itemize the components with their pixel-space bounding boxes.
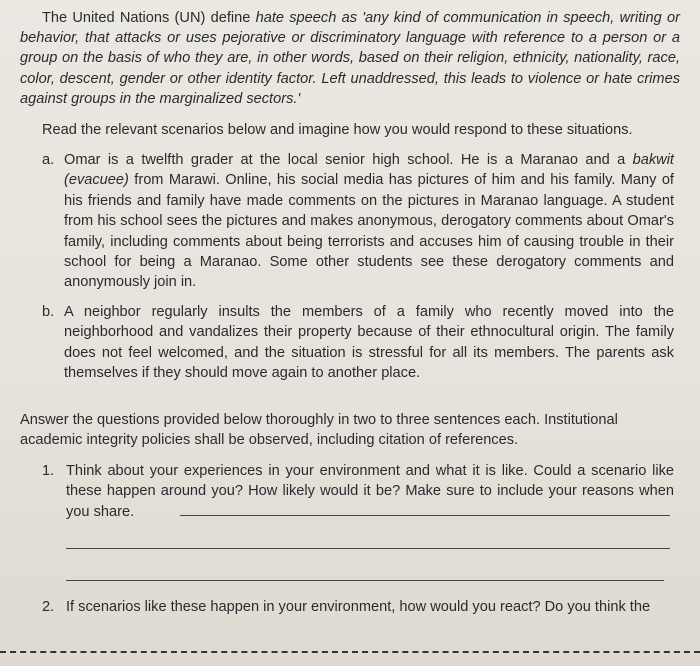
answer-instructions: Answer the questions provided below thoroughly in two to three sentences each. Institutional academic integrity policies shall be observed, including citation of references. xyxy=(20,412,618,449)
hate-speech-term: hate speech xyxy=(255,10,337,26)
scenario-marker: a. xyxy=(42,152,55,168)
hate-speech-definition: as 'any kind of communication in speech, writing or behavior, that attacks or uses pejorative or discriminatory language with reference to a person or a group on the basis of who they are, in other words, based on their religion, ethnicity, nationality, race, color, descent, gender or other identity factor. Left unaddressed, this leads to violence or hate crimes against groups in the marginalized sectors.' xyxy=(20,10,680,107)
scenario-a-text-after: from Marawi. Online, his social media has pictures of him and his family. Many of his friends and family have made comments on the pictures in Maranao language. A student from his school sees the pictures and makes anonymous, derogatory comments about Omar's family, including comments about being terrorists and accuses him of causing trouble in their school for being a Maranao. Some other students see these derogatory comments and anonymously join in. xyxy=(64,172,674,291)
question-marker: 1. xyxy=(42,463,55,479)
intro-lead: The United Nations (UN) define xyxy=(42,10,256,26)
scenario-text xyxy=(64,150,674,293)
scenario-a-italic: bakwit (evacuee) xyxy=(64,152,674,189)
answer-line[interactable] xyxy=(66,580,664,581)
answer-line[interactable] xyxy=(180,515,670,516)
question-1 xyxy=(42,461,674,522)
question-marker: 2. xyxy=(42,599,55,615)
answer-line[interactable] xyxy=(66,548,670,549)
question-2 xyxy=(42,597,674,617)
scenario-text: A neighbor regularly insults the members of a family who recently moved into the neighborhood and vandalizes their property because of their ethnocultural origin. The family does not feel welcomed, and the situation is stressful for all its members. The parents ask themselves if they should move again to another place. xyxy=(64,304,674,382)
question-text: Think about your experiences in your environment and what it is like. Could a scenario like these happen around you? How likely would it be? Make sure to include your reasons when you share. xyxy=(66,463,674,520)
instruction-text: Read the relevant scenarios below and imagine how you would respond to these situations. xyxy=(42,122,633,138)
scenario-marker: b. xyxy=(42,304,55,320)
scenario-a xyxy=(42,150,674,293)
scenario-b xyxy=(42,302,674,384)
dashed-answer-line[interactable] xyxy=(0,651,700,653)
intro-paragraph xyxy=(20,8,680,109)
question-text: If scenarios like these happen in your environment, how would you react? Do you think the xyxy=(66,599,651,615)
scenario-a-text-before: Omar is a twelfth grader at the local senior high school. He is a Maranao and a xyxy=(64,152,633,168)
